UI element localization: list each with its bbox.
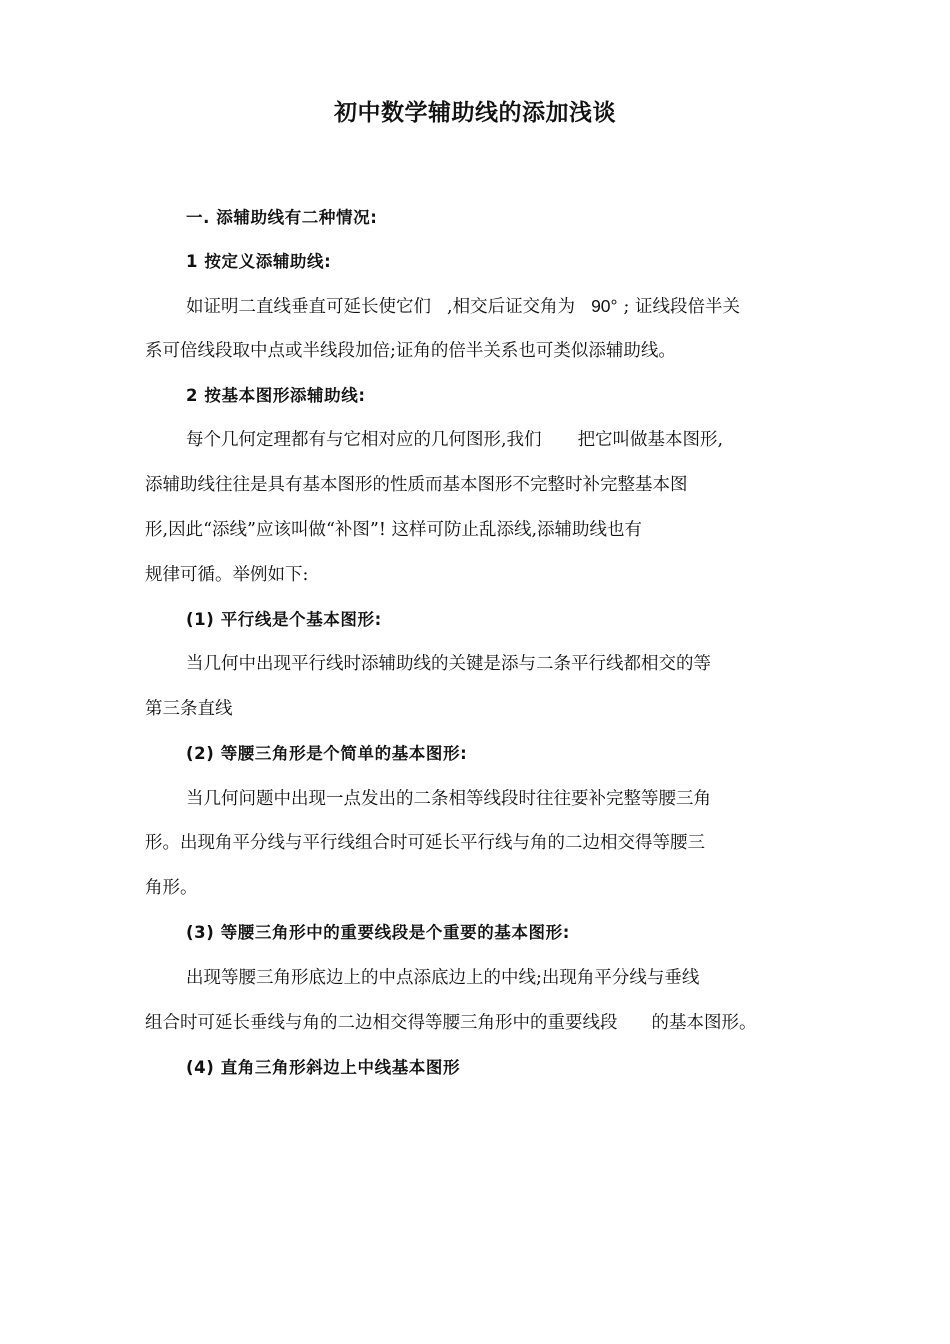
text-run: 如证明二直线垂直可延长使它们 — [186, 297, 431, 317]
paragraph-line: 规律可循。举例如下: — [145, 565, 309, 585]
paragraph-line: 第三条直线 — [145, 699, 233, 719]
text-run: 把它叫做基本图形, — [577, 430, 724, 450]
item-heading-parallel-lines: (1) 平行线是个基本图形: — [186, 610, 382, 629]
paragraph-line: 形。出现角平分线与平行线组合时可延长平行线与角的二边相交得等腰三 — [145, 833, 705, 853]
subsection-heading-basic-figure: 2 按基本图形添辅助线: — [186, 386, 366, 405]
angle-value: 90° — [591, 296, 618, 316]
paragraph-line: 添辅助线往往是具有基本图形的性质而基本图形不完整时补完整基本图 — [145, 475, 688, 495]
text-run: 每个几何定理都有与它相对应的几何图形,我们 — [186, 430, 542, 450]
section-heading: 一. 添辅助线有二种情况: — [186, 208, 378, 227]
text-run: 组合时可延长垂线与角的二边相交得等腰三角形中的重要线段 — [145, 1013, 618, 1033]
paragraph-line — [186, 428, 723, 452]
text-run: ; 证线段倍半关 — [623, 297, 740, 317]
item-heading-important-segments: (3) 等腰三角形中的重要线段是个重要的基本图形: — [186, 923, 570, 942]
text-run: 的基本图形。 — [651, 1013, 757, 1033]
paragraph-line — [145, 1011, 757, 1035]
paragraph-line: 系可倍线段取中点或半线段加倍;证角的倍半关系也可类似添辅助线。 — [145, 341, 676, 361]
paragraph-line — [186, 294, 740, 319]
item-heading-isosceles-triangle: (2) 等腰三角形是个简单的基本图形: — [186, 744, 468, 763]
paragraph-line: 角形。 — [145, 878, 198, 898]
paragraph-line: 当几何问题中出现一点发出的二条相等线段时往往要补完整等腰三角 — [186, 789, 711, 809]
subsection-heading-definition: 1 按定义添辅助线: — [186, 252, 332, 271]
text-run: ,相交后证交角为 — [447, 297, 576, 317]
paragraph-line: 当几何中出现平行线时添辅助线的关键是添与二条平行线都相交的等 — [186, 654, 711, 674]
paragraph-line: 出现等腰三角形底边上的中点添底边上的中线;出现角平分线与垂线 — [186, 968, 700, 988]
paragraph-line: 形,因此“添线”应该叫做“补图”! 这样可防止乱添线,添辅助线也有 — [145, 520, 643, 540]
item-heading-right-triangle-median: (4) 直角三角形斜边上中线基本图形 — [186, 1058, 461, 1077]
document-title: 初中数学辅助线的添加浅谈 — [334, 100, 616, 126]
